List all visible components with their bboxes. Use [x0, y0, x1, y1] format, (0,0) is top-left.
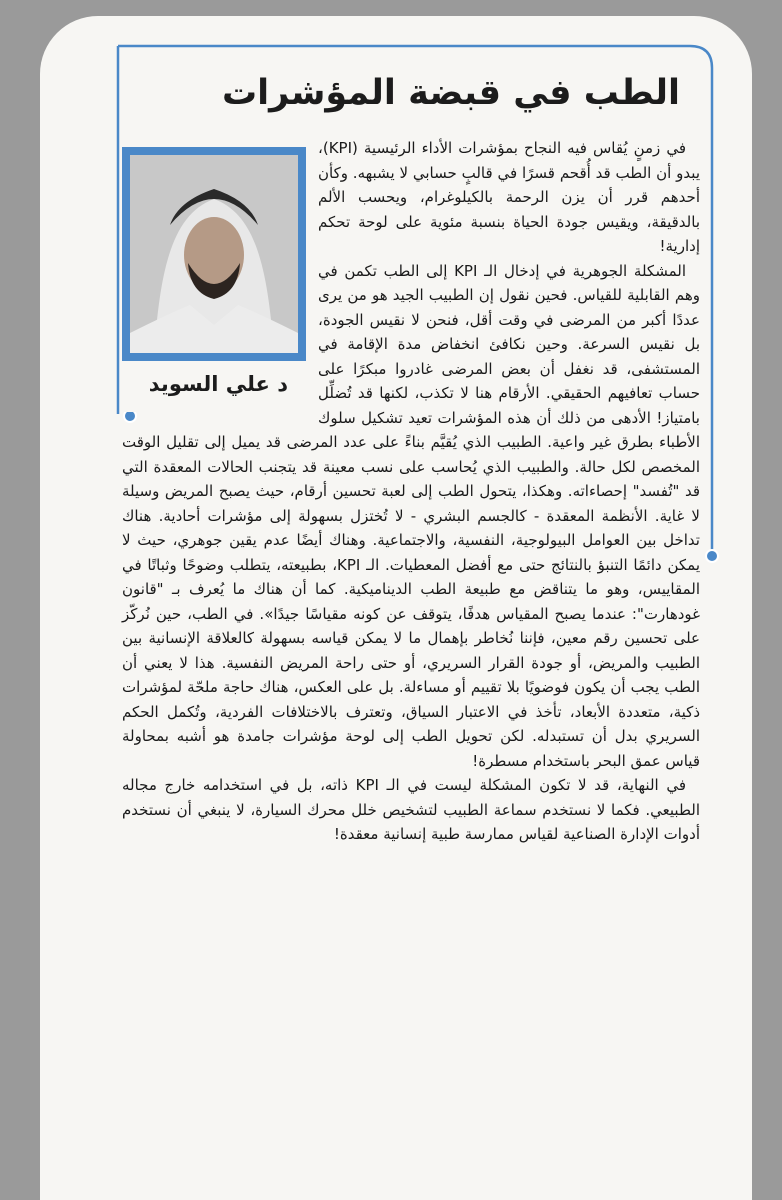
photo-spacer: [122, 136, 318, 418]
paragraph-2: المشكلة الجوهرية في إدخال الـ KPI إلى الطب تكمن في وهم القابلية للقياس. فحين نقول إن الطبيب الجيد هو من يرى عددًا أكبر من المرضى في وقت أقل، فنحن لا نقيس الجودة، بل نقيس السرعة. وحين نكافئ انخفاض مدة الإقامة في المستشفى، قد نغفل أن بعض المرضى غادروا مبكرًا على حساب تعافيهم الحقيقي. الأرقام هنا لا تكذب، لكنها قد تُضلِّل بامتياز! الأدهى من ذلك أن هذه المؤشرات تعيد تشكيل سلوك الأطباء بطرق غير واعية. الطبيب الذي يُقيَّم بناءً على عدد المرضى قد يميل إلى تقليل الوقت المخصص لكل حالة. والطبيب الذي يُحاسب على نسب معينة قد يتجنب الحالات المعقدة التي قد "تُفسد" إحصاءاته. وهكذا، يتحول الطب إلى لعبة تحسين أرقام، حيث يصبح المريض وسيلة لا غاية. الأنظمة المعقدة - كالجسم البشري - لا تُختزل بسهولة إلى مؤشرات أحادية. هناك تداخل بين العوامل البيولوجية، النفسية، والاجتماعية. وهناك أيضًا عدم يقين جوهري، حيث لا يمكن دائمًا التنبؤ بالنتائج حتى مع أفضل المعطيات. الـ KPI، بطبيعته، يتطلب وضوحًا وثباتًا في المقاييس، وهو ما يتناقض مع طبيعة الطب الديناميكية. كما أن هناك ما يُعرف بـ "قانون غودهارت": عندما يصبح المقياس هدفًا، يتوقف عن كونه مقياسًا جيدًا». في الطب، حين نُركّز على تحسين رقم معين، فإننا نُخاطر بإهمال ما لا يمكن قياسه بسهولة كالعلاقة الإنسانية بين الطبيب والمريض، أو جودة القرار السريري، أو حتى راحة المريض النفسية. هذا لا يعني أن الطب يجب أن يكون فوضويًا بلا تقييم أو مساءلة. بل على العكس، هناك حاجة ملحّة لمؤشرات ذكية، متعددة الأبعاد، تأخذ في الاعتبار السياق، وتعترف بالاختلافات الفردية، وتُكمل الحكم السريري بدل أن تستبدله. لكن تحويل الطب إلى لوحة مؤشرات جامدة هو أشبه بمحاولة قياس عمق البحر باستخدام مسطرة!: [122, 261, 700, 770]
paragraph-1: في زمنٍ يُقاس فيه النجاح بمؤشرات الأداء الرئيسية (KPI)، يبدو أن الطب قد أُقحم قسرًا في قالبٍ حسابي لا يشبهه. وكأن أحدهم قرر أن يزن الرحمة بالكيلوغرام، ويحسب الألم بالدقيقة، ويقيس جودة الحياة بنسبة مئوية على لوحة تحكم إدارية!: [318, 139, 700, 255]
paragraph-3: في النهاية، قد لا تكون المشكلة ليست في الـ KPI ذاته، بل في استخدامه خارج مجاله الطبيعي. فكما لا نستخدم سماعة الطبيب لتشخيص خلل محرك السيارة، لا ينبغي أن نستخدم أدوات الإدارة الصناعية لقياس ممارسة طبية إنسانية معقدة!: [122, 776, 700, 843]
article-title: الطب في قبضة المؤشرات: [222, 73, 680, 113]
article-body: [122, 136, 700, 1088]
author-name: د علي السويد: [148, 372, 288, 396]
